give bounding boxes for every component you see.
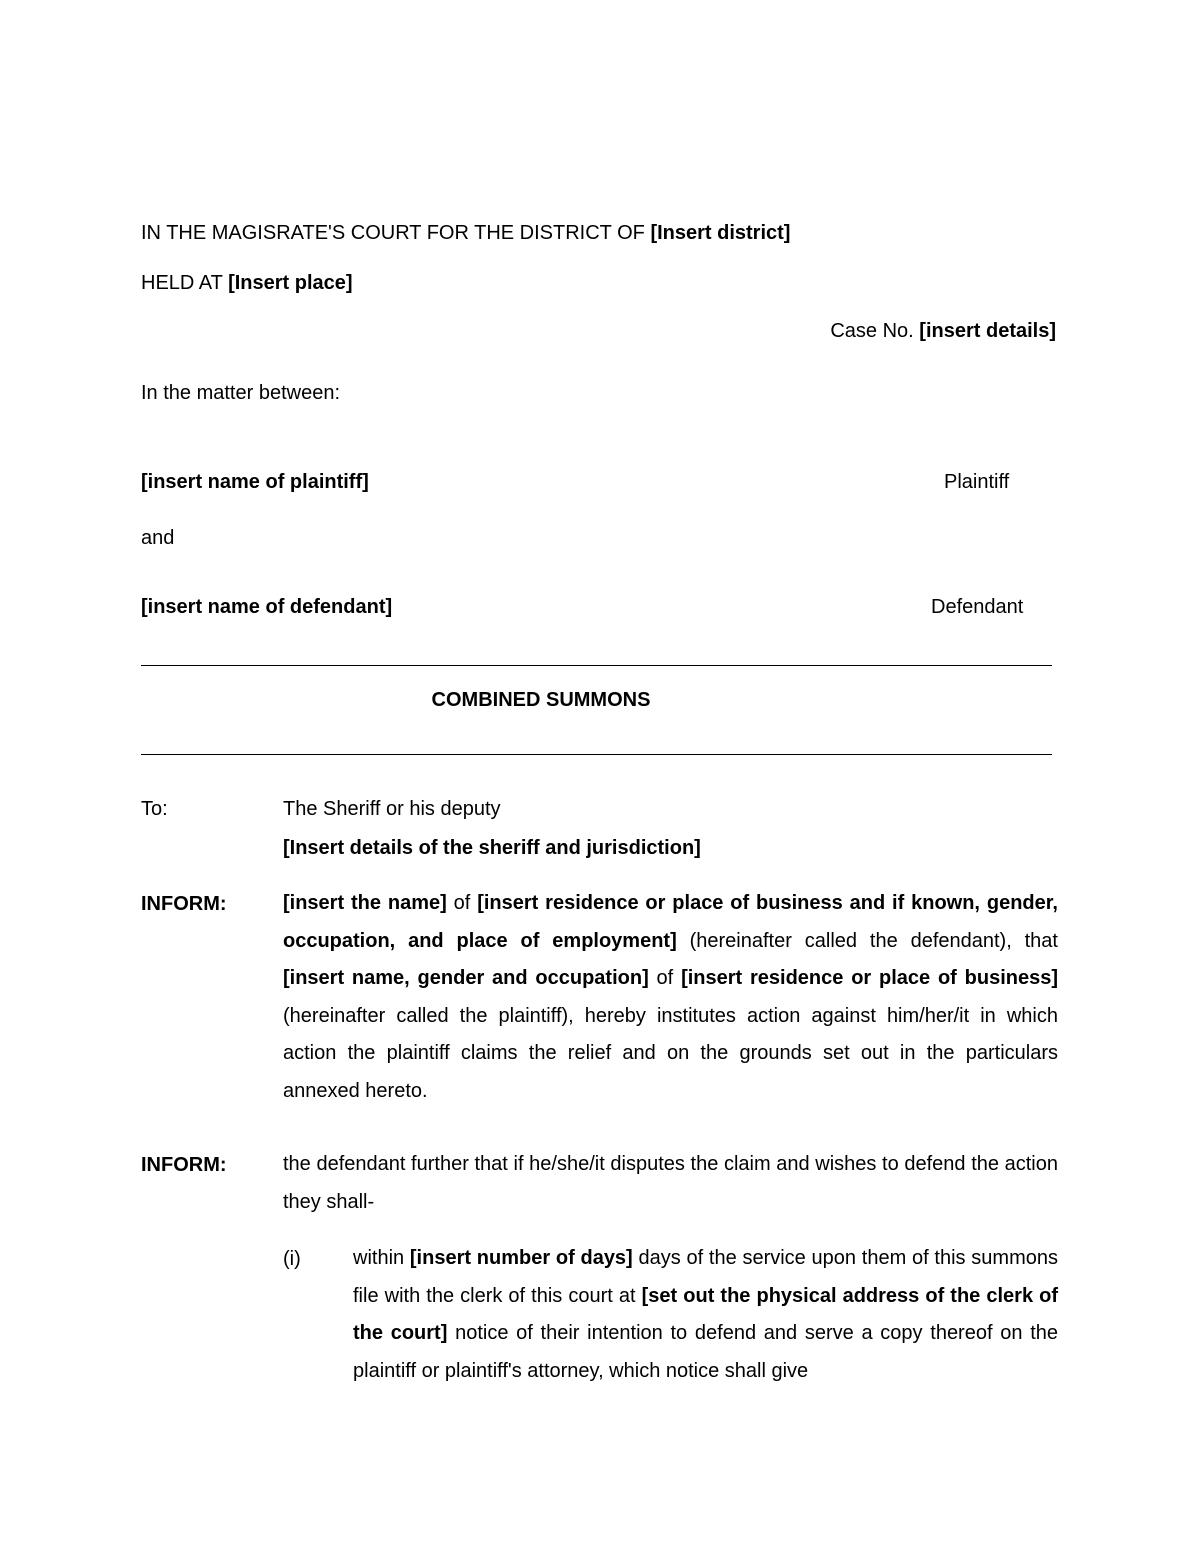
- inform1-text-3: of: [648, 967, 682, 989]
- item-number-i: (i): [283, 1248, 301, 1270]
- item-i-text-1: within: [353, 1247, 410, 1269]
- held-at-text: HELD AT: [141, 272, 229, 294]
- case-number: [830, 321, 1056, 341]
- bottom-divider: [141, 754, 1052, 755]
- defendant-name: [141, 597, 392, 617]
- insert-days-placeholder: [insert number of days]: [409, 1247, 633, 1269]
- insert-plaintiff-details-placeholder: [insert name, gender and occupation]: [283, 967, 649, 989]
- sheriff-details-placeholder: [Insert details of the sheriff and jurisdiction]: [283, 837, 701, 859]
- held-place-placeholder: [Insert place]: [228, 272, 353, 294]
- inform1-text-1: of: [446, 892, 478, 914]
- item-paragraph-i: [353, 1240, 1058, 1390]
- inform-paragraph-1: [283, 885, 1058, 1110]
- case-details-placeholder: [insert details]: [919, 320, 1056, 342]
- defendant-role: Defendant: [931, 596, 1024, 618]
- plaintiff-role: Plaintiff: [944, 471, 1010, 493]
- defendant-name-placeholder: [insert name of defendant]: [141, 596, 393, 618]
- held-at-line: [141, 273, 353, 293]
- document-title: COMBINED SUMMONS: [431, 689, 651, 711]
- matter-intro: In the matter between:: [141, 382, 341, 404]
- inform-label-2: INFORM:: [141, 1154, 227, 1176]
- top-divider: [141, 665, 1052, 666]
- court-heading: [141, 223, 790, 243]
- item-i-text-2: days of the service upon them of this summons file with the clerk of this court at: [353, 1247, 1058, 1307]
- insert-plaintiff-residence-placeholder: [insert residence or place of business]: [681, 967, 1059, 989]
- to-label: To:: [141, 798, 168, 820]
- insert-name-placeholder: [insert the name]: [283, 892, 447, 914]
- item-i-text-3: notice of their intention to defend and serve a copy thereof on the plaintiff or plaintiff's attorney, which notice shall give: [353, 1322, 1058, 1382]
- plaintiff-name: [141, 472, 369, 492]
- plaintiff-name-placeholder: [insert name of plaintiff]: [141, 471, 369, 493]
- inform-label-1: INFORM:: [141, 893, 227, 915]
- inform-paragraph-2: the defendant further that if he/she/it disputes the claim and wishes to defend the action they shall-: [283, 1153, 1058, 1213]
- sheriff-line: The Sheriff or his deputy: [283, 798, 501, 820]
- insert-residence-placeholder: [insert residence or place of business and if known, gender, occupation, and place of employment]: [283, 892, 1058, 952]
- inform1-text-2: (hereinafter called the defendant), that: [676, 929, 1058, 952]
- and-connector: and: [141, 527, 175, 549]
- court-district-placeholder: [Insert district]: [650, 222, 791, 244]
- case-number-label: Case No.: [830, 320, 920, 342]
- clerk-address-placeholder: [set out the physical address of the clerk of the court]: [353, 1284, 1059, 1344]
- court-heading-text: IN THE MAGISRATE'S COURT FOR THE DISTRICT OF: [141, 222, 651, 244]
- inform1-text-4: (hereinafter called the plaintiff), hereby institutes action against him/her/it in which action the plaintiff claims the relief and on the grounds set out in the particulars annexed hereto.: [283, 1004, 1058, 1102]
- sheriff-details: [283, 838, 701, 858]
